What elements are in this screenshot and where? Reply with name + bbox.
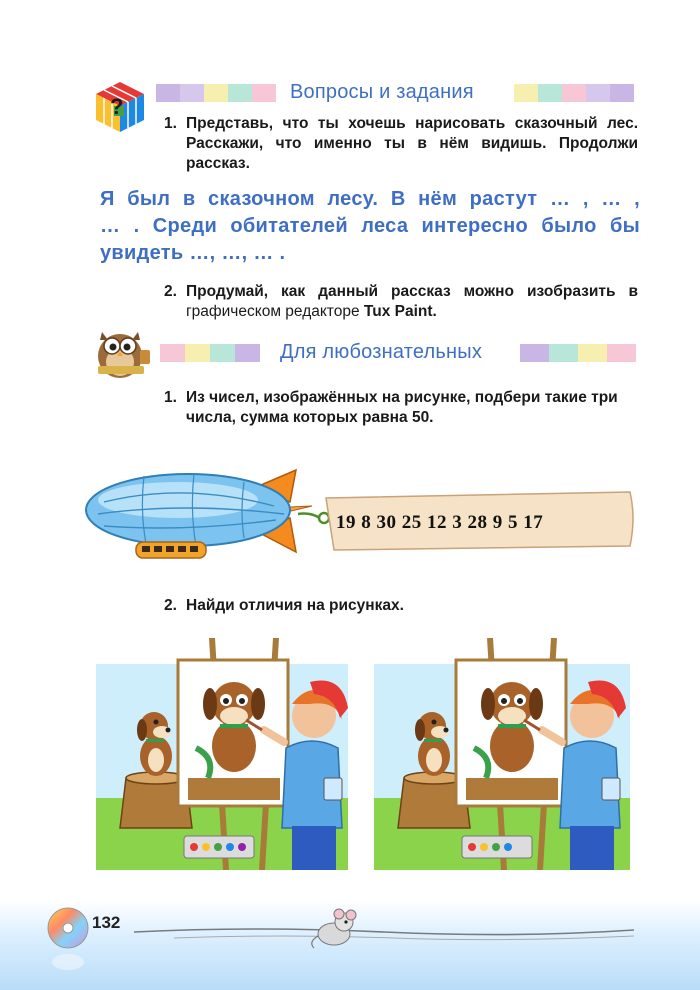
task-1 (164, 114, 638, 174)
task-2-line-2-suffix: . (432, 303, 437, 320)
task-1-line-1: Представь, что ты хочешь нарисовать сказочный лес. (186, 115, 638, 132)
task-3-line-2: числа, сумма которых равна 50. (186, 409, 434, 426)
section1-title: Вопросы и задания (290, 81, 474, 103)
task-1-line-2: Расскажи, что именно ты в нём видишь. Продолжи (186, 135, 638, 152)
section2-stripe-right (520, 344, 636, 362)
task-2-line-1: Продумай, как данный рассказ можно изобразить в (186, 283, 638, 300)
section2-stripe-left (160, 344, 260, 362)
footer-line (134, 922, 634, 942)
mouse-icon (306, 906, 370, 950)
story-line-3: увидеть …, …, … . (100, 242, 286, 264)
task-4-number: 2. (164, 597, 177, 614)
task-3-line-1: Из чисел, изображённых на рисунке, подбери такие три (186, 389, 618, 406)
svg-text:?: ? (110, 94, 124, 119)
rubiks-cube-icon (92, 78, 148, 134)
banner-numbers: 19 8 30 25 12 3 28 9 5 17 (336, 512, 544, 533)
task-1-line-3: рассказ. (186, 155, 250, 172)
difference-picture-left (96, 638, 348, 870)
task-2-number: 2. (164, 283, 177, 300)
page-number: 132 (92, 913, 121, 932)
task-2-line-2-prefix: графическом редакторе (186, 303, 364, 320)
story-text (100, 186, 640, 267)
task-2 (164, 282, 638, 322)
cd-disc-icon (46, 904, 90, 974)
tux-paint-name: Tux Paint (363, 303, 433, 320)
owl-icon (90, 322, 154, 380)
task-4-line-1: Найди отличия на рисунках. (186, 597, 404, 614)
section1-stripe-right (514, 84, 634, 102)
task-4 (164, 596, 638, 616)
section1-stripe-left (156, 84, 276, 102)
story-line-2: … . Среди обитателей леса интересно было бы (100, 215, 640, 237)
task-1-number: 1. (164, 115, 177, 132)
task-3 (164, 388, 638, 428)
task-2-line-2 (186, 302, 638, 322)
story-line-1: Я был в сказочном лесу. В нём растут … , … , (100, 188, 640, 210)
difference-picture-right (374, 638, 630, 870)
section2-title: Для любознательных (280, 341, 483, 363)
task-3-number: 1. (164, 389, 177, 406)
